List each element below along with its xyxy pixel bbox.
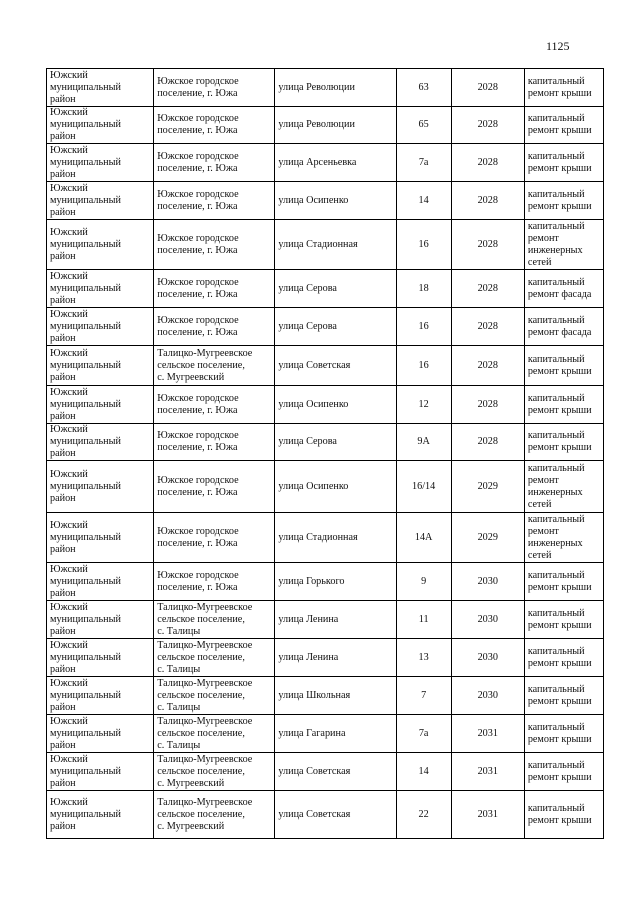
street-cell bbox=[275, 513, 396, 563]
street-cell-text: улица Осипенко bbox=[278, 194, 349, 206]
table-row bbox=[47, 346, 604, 386]
year-cell bbox=[451, 677, 524, 715]
district-cell bbox=[47, 182, 154, 220]
street-cell bbox=[275, 639, 396, 677]
house-number-cell-text: 22 bbox=[418, 808, 429, 820]
street-cell-text: улица Революции bbox=[278, 81, 355, 93]
table-row bbox=[47, 513, 604, 563]
settlement-cell bbox=[154, 791, 275, 839]
work-type-cell bbox=[524, 715, 603, 753]
settlement-cell bbox=[154, 182, 275, 220]
settlement-cell bbox=[154, 753, 275, 791]
year-cell-text: 2028 bbox=[477, 398, 498, 410]
district-cell-text: Южский муниципальный район bbox=[50, 753, 121, 789]
year-cell-text: 2030 bbox=[477, 689, 498, 701]
street-cell-text: улица Школьная bbox=[278, 689, 351, 701]
settlement-cell bbox=[154, 513, 275, 563]
house-number-cell bbox=[396, 107, 451, 144]
street-cell-text: улица Осипенко bbox=[278, 480, 349, 492]
district-cell-text: Южский муниципальный район bbox=[50, 107, 121, 142]
settlement-cell-text: Южское городское поселение, г. Южа bbox=[157, 392, 239, 416]
year-cell bbox=[451, 144, 524, 182]
settlement-cell-text: Южское городское поселение, г. Южа bbox=[157, 113, 239, 136]
house-number-cell-text: 16 bbox=[418, 238, 429, 250]
street-cell bbox=[275, 220, 396, 270]
house-number-cell-text: 16 bbox=[418, 320, 429, 332]
settlement-cell-text: Южское городское поселение, г. Южа bbox=[157, 150, 239, 174]
street-cell bbox=[275, 601, 396, 639]
table-row bbox=[47, 677, 604, 715]
house-number-cell-text: 14А bbox=[414, 531, 433, 543]
house-number-cell bbox=[396, 639, 451, 677]
work-type-cell-text: капитальный ремонт инженерных сетей bbox=[527, 462, 585, 510]
district-cell-text: Южский муниципальный район bbox=[50, 519, 121, 555]
district-cell-text: Южский муниципальный район bbox=[50, 144, 121, 180]
house-number-cell bbox=[396, 270, 451, 308]
year-cell bbox=[451, 715, 524, 753]
house-number-cell bbox=[396, 182, 451, 220]
work-type-cell-text: капитальный ремонт крыши bbox=[527, 759, 592, 783]
work-type-cell bbox=[524, 791, 603, 839]
year-cell-text: 2028 bbox=[477, 238, 498, 250]
house-number-cell bbox=[396, 461, 451, 513]
year-cell bbox=[451, 601, 524, 639]
settlement-cell-text: Южское городское поселение, г. Южа bbox=[157, 232, 239, 256]
work-type-cell bbox=[524, 308, 603, 346]
settlement-cell bbox=[154, 220, 275, 270]
house-number-cell-text: 14 bbox=[418, 194, 429, 206]
table-body bbox=[47, 69, 604, 839]
street-cell bbox=[275, 69, 396, 107]
street-cell bbox=[275, 677, 396, 715]
street-cell bbox=[275, 715, 396, 753]
district-cell-text: Южский муниципальный район bbox=[50, 386, 121, 422]
work-type-cell bbox=[524, 69, 603, 107]
year-cell-text: 2028 bbox=[477, 359, 498, 371]
district-cell-text: Южский муниципальный район bbox=[50, 424, 121, 459]
district-cell bbox=[47, 715, 154, 753]
district-cell bbox=[47, 69, 154, 107]
table-row bbox=[47, 639, 604, 677]
house-number-cell bbox=[396, 601, 451, 639]
street-cell bbox=[275, 791, 396, 839]
year-cell bbox=[451, 386, 524, 424]
settlement-cell bbox=[154, 346, 275, 386]
street-cell bbox=[275, 424, 396, 461]
table-row bbox=[47, 753, 604, 791]
work-type-cell-text: капитальный ремонт крыши bbox=[527, 802, 592, 826]
settlement-cell bbox=[154, 144, 275, 182]
street-cell-text: улица Арсеньевка bbox=[278, 156, 357, 168]
year-cell bbox=[451, 69, 524, 107]
year-cell-text: 2028 bbox=[477, 156, 498, 168]
house-number-cell bbox=[396, 563, 451, 601]
district-cell-text: Южский муниципальный район bbox=[50, 677, 121, 713]
year-cell bbox=[451, 639, 524, 677]
year-cell bbox=[451, 107, 524, 144]
house-number-cell-text: 7 bbox=[421, 689, 427, 701]
repair-schedule-table bbox=[46, 68, 604, 839]
house-number-cell bbox=[396, 144, 451, 182]
year-cell-text: 2028 bbox=[477, 436, 498, 447]
table-row bbox=[47, 107, 604, 144]
settlement-cell bbox=[154, 69, 275, 107]
house-number-cell-text: 65 bbox=[418, 119, 429, 130]
district-cell-text: Южский муниципальный район bbox=[50, 639, 121, 675]
district-cell bbox=[47, 144, 154, 182]
street-cell-text: улица Серова bbox=[278, 320, 337, 332]
street-cell bbox=[275, 270, 396, 308]
district-cell bbox=[47, 601, 154, 639]
work-type-cell bbox=[524, 107, 603, 144]
work-type-cell bbox=[524, 386, 603, 424]
district-cell bbox=[47, 346, 154, 386]
table-row bbox=[47, 220, 604, 270]
settlement-cell-text: Талицко-Мугреевское сельское поселение, с. Мугреевский bbox=[157, 753, 253, 789]
street-cell-text: улица Гагарина bbox=[278, 727, 346, 739]
house-number-cell bbox=[396, 346, 451, 386]
settlement-cell-text: Южское городское поселение, г. Южа bbox=[157, 430, 239, 453]
district-cell bbox=[47, 308, 154, 346]
table-row bbox=[47, 69, 604, 107]
district-cell-text: Южский муниципальный район bbox=[50, 796, 121, 832]
house-number-cell bbox=[396, 791, 451, 839]
year-cell-text: 2028 bbox=[477, 320, 498, 332]
house-number-cell bbox=[396, 424, 451, 461]
district-cell-text: Южский муниципальный район bbox=[50, 347, 121, 383]
street-cell-text: улица Серова bbox=[278, 436, 337, 447]
work-type-cell bbox=[524, 601, 603, 639]
district-cell-text: Южский муниципальный район bbox=[50, 69, 121, 105]
house-number-cell bbox=[396, 69, 451, 107]
year-cell bbox=[451, 270, 524, 308]
street-cell-text: улица Советская bbox=[278, 359, 351, 371]
settlement-cell-text: Южское городское поселение, г. Южа bbox=[157, 525, 239, 549]
work-type-cell-text: капитальный ремонт фасада bbox=[527, 276, 592, 300]
table-row bbox=[47, 386, 604, 424]
work-type-cell bbox=[524, 220, 603, 270]
settlement-cell bbox=[154, 386, 275, 424]
work-type-cell bbox=[524, 513, 603, 563]
year-cell bbox=[451, 513, 524, 563]
table-row bbox=[47, 791, 604, 839]
house-number-cell-text: 13 bbox=[418, 651, 429, 663]
settlement-cell bbox=[154, 677, 275, 715]
year-cell-text: 2028 bbox=[477, 119, 498, 130]
work-type-cell bbox=[524, 346, 603, 386]
work-type-cell bbox=[524, 677, 603, 715]
house-number-cell bbox=[396, 513, 451, 563]
year-cell bbox=[451, 753, 524, 791]
work-type-cell-text: капитальный ремонт крыши bbox=[527, 430, 592, 453]
year-cell-text: 2028 bbox=[477, 194, 498, 206]
district-cell bbox=[47, 386, 154, 424]
district-cell-text: Южский муниципальный район bbox=[50, 308, 121, 344]
work-type-cell-text: капитальный ремонт крыши bbox=[527, 113, 592, 136]
year-cell bbox=[451, 182, 524, 220]
street-cell-text: улица Советская bbox=[278, 765, 351, 777]
work-type-cell-text: капитальный ремонт крыши bbox=[527, 188, 592, 212]
settlement-cell-text: Талицко-Мугреевское сельское поселение, с. Мугреевский bbox=[157, 796, 253, 832]
settlement-cell-text: Талицко-Мугреевское сельское поселение, с. Талицы bbox=[157, 677, 253, 713]
district-cell-text: Южский муниципальный район bbox=[50, 226, 121, 262]
table-row bbox=[47, 270, 604, 308]
district-cell bbox=[47, 677, 154, 715]
district-cell-text: Южский муниципальный район bbox=[50, 270, 121, 306]
table-row bbox=[47, 424, 604, 461]
table-row bbox=[47, 144, 604, 182]
house-number-cell bbox=[396, 386, 451, 424]
work-type-cell-text: капитальный ремонт крыши bbox=[527, 607, 592, 631]
street-cell bbox=[275, 753, 396, 791]
table-row bbox=[47, 715, 604, 753]
district-cell-text: Южский муниципальный район bbox=[50, 601, 121, 637]
district-cell-text: Южский муниципальный район bbox=[50, 182, 121, 218]
district-cell bbox=[47, 107, 154, 144]
year-cell bbox=[451, 308, 524, 346]
house-number-cell-text: 16 bbox=[418, 359, 429, 371]
table-row bbox=[47, 461, 604, 513]
house-number-cell bbox=[396, 220, 451, 270]
house-number-cell-text: 14 bbox=[418, 765, 429, 777]
house-number-cell-text: 18 bbox=[418, 282, 429, 294]
settlement-cell-text: Южское городское поселение, г. Южа bbox=[157, 188, 239, 212]
year-cell-text: 2030 bbox=[477, 613, 498, 625]
street-cell-text: улица Ленина bbox=[278, 613, 339, 625]
house-number-cell-text: 9 bbox=[421, 575, 427, 587]
work-type-cell-text: капитальный ремонт крыши bbox=[527, 683, 592, 707]
settlement-cell-text: Талицко-Мугреевское сельское поселение, с. Талицы bbox=[157, 715, 253, 751]
house-number-cell-text: 16/14 bbox=[412, 480, 436, 492]
house-number-cell bbox=[396, 715, 451, 753]
year-cell-text: 2030 bbox=[477, 651, 498, 663]
work-type-cell bbox=[524, 270, 603, 308]
year-cell bbox=[451, 791, 524, 839]
street-cell-text: улица Стадионная bbox=[278, 531, 358, 543]
work-type-cell bbox=[524, 563, 603, 601]
street-cell bbox=[275, 107, 396, 144]
street-cell bbox=[275, 563, 396, 601]
district-cell-text: Южский муниципальный район bbox=[50, 563, 121, 599]
work-type-cell bbox=[524, 753, 603, 791]
year-cell bbox=[451, 563, 524, 601]
street-cell bbox=[275, 346, 396, 386]
house-number-cell bbox=[396, 308, 451, 346]
street-cell-text: улица Серова bbox=[278, 282, 337, 294]
settlement-cell bbox=[154, 639, 275, 677]
year-cell bbox=[451, 461, 524, 513]
settlement-cell-text: Талицко-Мугреевское сельское поселение, с. Талицы bbox=[157, 639, 253, 675]
district-cell bbox=[47, 270, 154, 308]
year-cell-text: 2029 bbox=[477, 480, 498, 492]
settlement-cell bbox=[154, 601, 275, 639]
district-cell bbox=[47, 791, 154, 839]
settlement-cell bbox=[154, 715, 275, 753]
settlement-cell-text: Талицко-Мугреевское сельское поселение, с. Мугреевский bbox=[157, 347, 253, 383]
table-row bbox=[47, 308, 604, 346]
district-cell-text: Южский муниципальный район bbox=[50, 468, 121, 504]
work-type-cell-text: капитальный ремонт крыши bbox=[527, 150, 592, 174]
work-type-cell-text: капитальный ремонт фасада bbox=[527, 314, 592, 338]
settlement-cell bbox=[154, 461, 275, 513]
year-cell-text: 2031 bbox=[477, 808, 498, 820]
settlement-cell-text: Талицко-Мугреевское сельское поселение, с. Талицы bbox=[157, 601, 253, 637]
work-type-cell-text: капитальный ремонт крыши bbox=[527, 721, 592, 745]
street-cell-text: улица Горького bbox=[278, 575, 345, 587]
street-cell-text: улица Осипенко bbox=[278, 398, 349, 410]
year-cell-text: 2028 bbox=[477, 81, 498, 93]
year-cell-text: 2028 bbox=[477, 282, 498, 294]
street-cell-text: улица Революции bbox=[278, 119, 355, 130]
street-cell-text: улица Советская bbox=[278, 808, 351, 820]
house-number-cell bbox=[396, 753, 451, 791]
work-type-cell-text: капитальный ремонт инженерных сетей bbox=[527, 513, 585, 561]
settlement-cell-text: Южское городское поселение, г. Южа bbox=[157, 276, 239, 300]
street-cell bbox=[275, 144, 396, 182]
street-cell bbox=[275, 461, 396, 513]
house-number-cell bbox=[396, 677, 451, 715]
work-type-cell bbox=[524, 144, 603, 182]
house-number-cell-text: 12 bbox=[418, 398, 429, 410]
settlement-cell-text: Южское городское поселение, г. Южа bbox=[157, 474, 239, 498]
work-type-cell bbox=[524, 182, 603, 220]
house-number-cell-text: 9А bbox=[417, 436, 430, 447]
street-cell bbox=[275, 386, 396, 424]
work-type-cell bbox=[524, 639, 603, 677]
year-cell-text: 2030 bbox=[477, 575, 498, 587]
work-type-cell-text: капитальный ремонт крыши bbox=[527, 645, 592, 669]
settlement-cell bbox=[154, 308, 275, 346]
year-cell bbox=[451, 424, 524, 461]
work-type-cell-text: капитальный ремонт крыши bbox=[527, 392, 592, 416]
district-cell bbox=[47, 639, 154, 677]
settlement-cell-text: Южское городское поселение, г. Южа bbox=[157, 314, 239, 338]
settlement-cell-text: Южское городское поселение, г. Южа bbox=[157, 569, 239, 593]
district-cell bbox=[47, 461, 154, 513]
house-number-cell-text: 7а bbox=[418, 727, 429, 739]
district-cell bbox=[47, 220, 154, 270]
district-cell bbox=[47, 563, 154, 601]
table-row bbox=[47, 182, 604, 220]
table-row bbox=[47, 563, 604, 601]
year-cell bbox=[451, 346, 524, 386]
street-cell bbox=[275, 182, 396, 220]
year-cell-text: 2031 bbox=[477, 765, 498, 777]
settlement-cell bbox=[154, 270, 275, 308]
year-cell-text: 2031 bbox=[477, 727, 498, 739]
district-cell bbox=[47, 513, 154, 563]
work-type-cell-text: капитальный ремонт крыши bbox=[527, 353, 592, 377]
house-number-cell-text: 63 bbox=[418, 81, 429, 93]
work-type-cell-text: капитальный ремонт инженерных сетей bbox=[527, 220, 585, 268]
house-number-cell-text: 7а bbox=[418, 156, 429, 168]
district-cell bbox=[47, 753, 154, 791]
settlement-cell bbox=[154, 563, 275, 601]
settlement-cell bbox=[154, 424, 275, 461]
settlement-cell-text: Южское городское поселение, г. Южа bbox=[157, 75, 239, 99]
district-cell bbox=[47, 424, 154, 461]
street-cell-text: улица Стадионная bbox=[278, 238, 358, 250]
work-type-cell bbox=[524, 424, 603, 461]
table-row bbox=[47, 601, 604, 639]
work-type-cell bbox=[524, 461, 603, 513]
page-number: 1125 bbox=[546, 39, 570, 53]
work-type-cell-text: капитальный ремонт крыши bbox=[527, 569, 592, 593]
year-cell-text: 2029 bbox=[477, 531, 498, 543]
street-cell-text: улица Ленина bbox=[278, 651, 339, 663]
street-cell bbox=[275, 308, 396, 346]
settlement-cell bbox=[154, 107, 275, 144]
year-cell bbox=[451, 220, 524, 270]
house-number-cell-text: 11 bbox=[418, 613, 429, 625]
work-type-cell-text: капитальный ремонт крыши bbox=[527, 75, 592, 99]
district-cell-text: Южский муниципальный район bbox=[50, 715, 121, 751]
